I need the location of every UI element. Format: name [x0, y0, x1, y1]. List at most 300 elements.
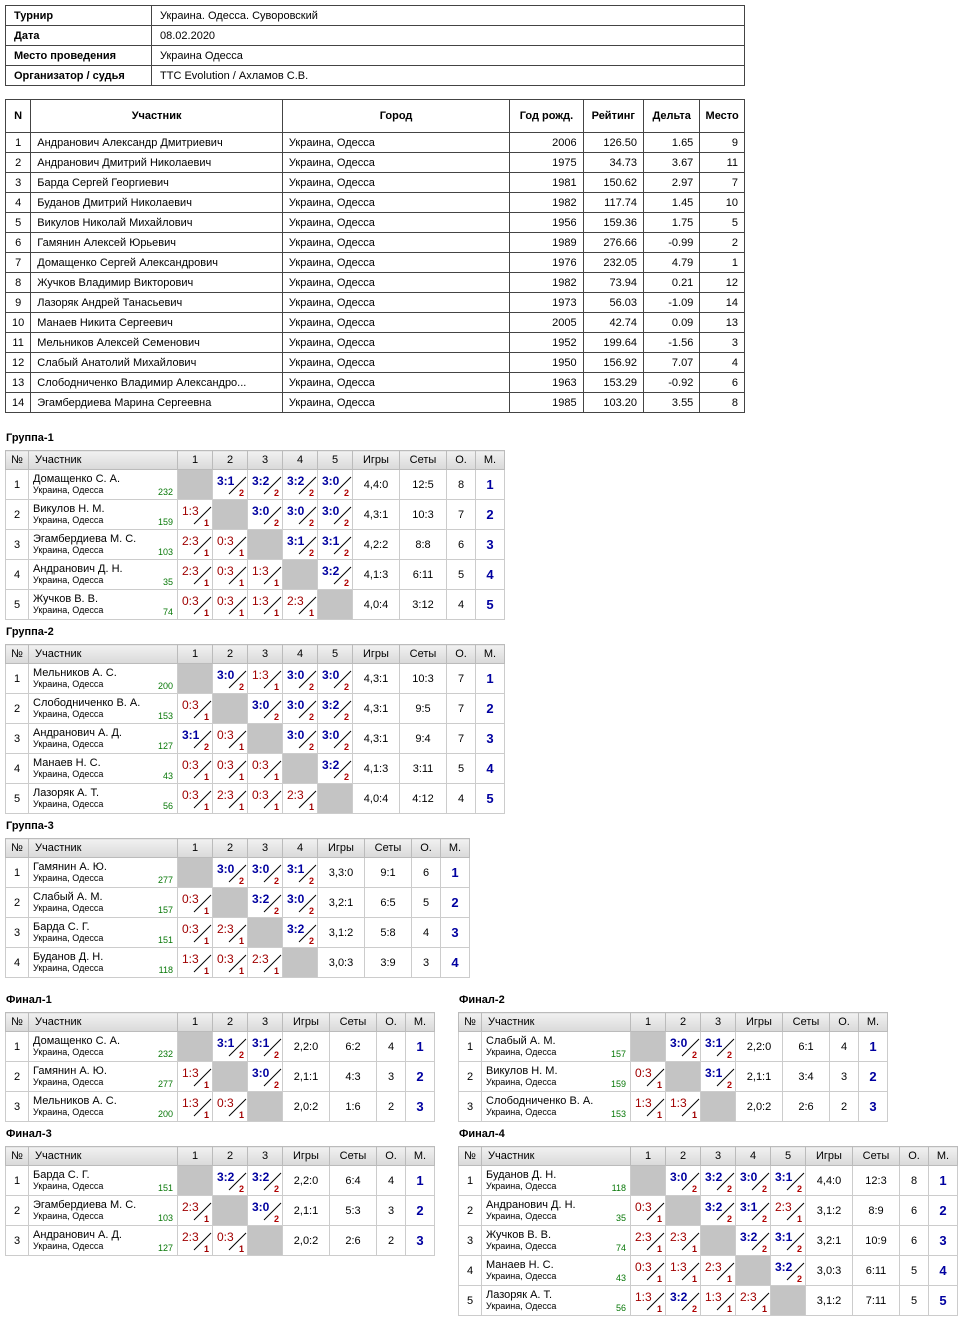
- match-score: 3:0: [322, 728, 340, 742]
- table-cell: 7: [700, 173, 745, 193]
- column-header: Рейтинг: [583, 100, 643, 133]
- table-row: [6, 153, 745, 173]
- slash-mark: [332, 759, 352, 779]
- match-result: [248, 694, 283, 724]
- self-cell: [283, 948, 318, 978]
- table-cell: Гамянин Алексей Юрьевич: [31, 233, 283, 253]
- match-points: 2: [343, 518, 349, 528]
- table-cell: 126.50: [583, 133, 643, 153]
- column-header-opponent: 2: [213, 839, 248, 858]
- match-result: [318, 694, 353, 724]
- sets-cell: 12:3: [853, 1166, 900, 1196]
- slash-mark: [227, 863, 247, 883]
- group-row: [6, 1226, 435, 1256]
- match-points: 1: [203, 548, 209, 558]
- group-row: [6, 1092, 435, 1122]
- match-points: 1: [203, 802, 209, 812]
- points-cell: 8: [447, 470, 476, 500]
- match-score: 3:1: [705, 1036, 723, 1050]
- table-cell: Украина, Одесса: [282, 193, 509, 213]
- match-result: [666, 1286, 701, 1316]
- self-cell: [771, 1286, 806, 1316]
- match-score-box: [213, 1032, 247, 1061]
- match-points: 2: [308, 548, 314, 558]
- match-result: [666, 1092, 701, 1122]
- group-row: [6, 470, 505, 500]
- match-score: 3:2: [252, 1170, 270, 1184]
- match-result: [318, 530, 353, 560]
- table-cell: Буданов Дмитрий Николаевич: [31, 193, 283, 213]
- match-score-box: [248, 664, 282, 693]
- place-cell: 1: [441, 858, 470, 888]
- points-cell: 4: [377, 1166, 406, 1196]
- player-cell: [29, 948, 178, 978]
- column-header-opponent: 4: [283, 645, 318, 664]
- row-number: 2: [459, 1196, 482, 1226]
- player-rating: 43: [162, 771, 173, 781]
- games-cell: 3,2:1: [806, 1226, 853, 1256]
- match-score: 3:2: [287, 922, 305, 936]
- match-score: 3:0: [252, 1200, 270, 1214]
- match-points: 1: [691, 1274, 697, 1284]
- match-score: 1:3: [182, 1096, 199, 1110]
- column-header-no: №: [6, 645, 29, 664]
- table-cell: 2.97: [643, 173, 699, 193]
- points-cell: 5: [447, 754, 476, 784]
- match-points: 1: [656, 1214, 662, 1224]
- player-cell: [482, 1092, 631, 1122]
- match-score-box: [178, 560, 212, 589]
- match-result: [248, 784, 283, 814]
- table-cell: -0.99: [643, 233, 699, 253]
- match-result: [213, 530, 248, 560]
- match-points: 1: [273, 802, 279, 812]
- table-cell: Домащенко Сергей Александрович: [31, 253, 283, 273]
- player-cell: [29, 500, 178, 530]
- match-points: 1: [656, 1244, 662, 1254]
- table-cell: -1.09: [643, 293, 699, 313]
- column-header-opponent: 2: [213, 1147, 248, 1166]
- match-score: 3:1: [322, 534, 340, 548]
- place-cell: 1: [476, 664, 505, 694]
- column-header-opponent: 2: [666, 1147, 701, 1166]
- column-header: Год рожд.: [510, 100, 583, 133]
- player-rating: 232: [157, 487, 173, 497]
- games-cell: 2,1:1: [283, 1062, 330, 1092]
- table-cell: 2: [6, 153, 31, 173]
- table-cell: Украина, Одесса: [282, 273, 509, 293]
- slash-mark: [262, 1201, 282, 1221]
- column-header-opponent: 4: [283, 839, 318, 858]
- player-city: Украина, Одесса: [33, 769, 104, 779]
- row-number: 2: [6, 888, 29, 918]
- sets-cell: 8:9: [853, 1196, 900, 1226]
- table-cell: 1: [700, 253, 745, 273]
- match-score-box: [701, 1062, 735, 1091]
- column-header-opponent: 3: [248, 1013, 283, 1032]
- slash-mark: [715, 1261, 735, 1281]
- match-score: 3:2: [775, 1260, 793, 1274]
- table-cell: Украина, Одесса: [282, 213, 509, 233]
- match-score-box: [248, 1166, 282, 1195]
- player-name: Слабый А. М.: [33, 891, 103, 903]
- row-number: 2: [6, 500, 29, 530]
- participants-table: [5, 99, 745, 413]
- games-cell: 4,3:1: [353, 724, 400, 754]
- column-header-games: Игры: [353, 451, 400, 470]
- match-points: 1: [238, 742, 244, 752]
- player-city: Украина, Одесса: [486, 1211, 557, 1221]
- match-result: [631, 1092, 666, 1122]
- points-cell: 4: [830, 1032, 859, 1062]
- table-cell: 1963: [510, 373, 583, 393]
- player-cell: [29, 590, 178, 620]
- table-cell: 11: [6, 333, 31, 353]
- match-result: [631, 1062, 666, 1092]
- sets-cell: 6:11: [853, 1256, 900, 1286]
- row-number: 2: [459, 1062, 482, 1092]
- slash-mark: [332, 565, 352, 585]
- match-result: [248, 1166, 283, 1196]
- match-score: 2:3: [252, 952, 269, 966]
- player-name: Андранович А. Д.: [33, 727, 122, 739]
- player-rating: 35: [162, 577, 173, 587]
- match-points: 2: [238, 682, 244, 692]
- match-result: [318, 754, 353, 784]
- player-name: Барда С. Г.: [33, 921, 90, 933]
- match-score: 0:3: [182, 892, 199, 906]
- match-score-box: [248, 784, 282, 813]
- match-result: [736, 1226, 771, 1256]
- match-score-box: [283, 590, 317, 619]
- column-header-sets: Сеты: [330, 1013, 377, 1032]
- match-score: 0:3: [182, 594, 199, 608]
- column-header-sets: Сеты: [853, 1147, 900, 1166]
- table-row: [6, 173, 745, 193]
- self-cell: [283, 754, 318, 784]
- column-header-place: М.: [406, 1013, 435, 1032]
- player-city: Украина, Одесса: [486, 1047, 557, 1057]
- match-score-box: [771, 1256, 805, 1285]
- table-cell: 9: [6, 293, 31, 313]
- place-cell: 1: [859, 1032, 888, 1062]
- sets-cell: 8:8: [400, 530, 447, 560]
- match-score-box: [701, 1032, 735, 1061]
- match-score-box: [213, 724, 247, 753]
- points-cell: 7: [447, 694, 476, 724]
- points-cell: 6: [447, 530, 476, 560]
- column-header-opponent: 3: [701, 1013, 736, 1032]
- column-header: N: [6, 100, 31, 133]
- slash-mark: [715, 1201, 735, 1221]
- table-cell: 11: [700, 153, 745, 173]
- player-rating: 153: [157, 711, 173, 721]
- table-cell: 1976: [510, 253, 583, 273]
- match-score: 3:1: [217, 474, 235, 488]
- match-points: 2: [308, 936, 314, 946]
- match-points: 2: [238, 1050, 244, 1060]
- match-score-box: [213, 784, 247, 813]
- tournament-info-table: [5, 5, 745, 86]
- match-score: 0:3: [217, 1230, 234, 1244]
- match-score: 0:3: [217, 594, 234, 608]
- self-cell: [178, 1166, 213, 1196]
- info-label: Организатор / судья: [6, 66, 152, 86]
- match-score-box: [631, 1092, 665, 1121]
- table-cell: 1950: [510, 353, 583, 373]
- match-score: 1:3: [670, 1096, 687, 1110]
- table-cell: 2005: [510, 313, 583, 333]
- table-cell: 1989: [510, 233, 583, 253]
- match-points: 1: [203, 1080, 209, 1090]
- points-cell: 3: [412, 948, 441, 978]
- table-cell: Украина, Одесса: [282, 253, 509, 273]
- match-result: [701, 1286, 736, 1316]
- match-points: 2: [343, 578, 349, 588]
- match-score: 2:3: [182, 1200, 199, 1214]
- place-cell: 3: [476, 724, 505, 754]
- table-cell: 4: [700, 353, 745, 373]
- row-number: 4: [6, 948, 29, 978]
- player-cell: [29, 1226, 178, 1256]
- group-row: [6, 1196, 435, 1226]
- self-cell: [283, 560, 318, 590]
- group-row: [6, 948, 470, 978]
- slash-mark: [297, 729, 317, 749]
- match-score-box: [318, 470, 352, 499]
- table-cell: -1.56: [643, 333, 699, 353]
- match-score-box: [771, 1166, 805, 1195]
- match-score-box: [248, 754, 282, 783]
- player-rating: 35: [615, 1213, 626, 1223]
- player-cell: [482, 1166, 631, 1196]
- match-points: 2: [273, 518, 279, 528]
- match-score-box: [213, 664, 247, 693]
- table-cell: 153.29: [583, 373, 643, 393]
- match-score-box: [736, 1166, 770, 1195]
- slash-mark: [262, 1067, 282, 1087]
- slash-mark: [297, 789, 317, 809]
- match-result: [771, 1196, 806, 1226]
- match-score-box: [213, 560, 247, 589]
- games-cell: 4,3:1: [353, 664, 400, 694]
- slash-mark: [332, 475, 352, 495]
- slash-mark: [192, 1201, 212, 1221]
- sets-cell: 9:1: [365, 858, 412, 888]
- slash-mark: [227, 1231, 247, 1251]
- player-city: Украина, Одесса: [33, 575, 104, 585]
- match-score-box: [248, 1196, 282, 1225]
- match-points: 2: [761, 1214, 767, 1224]
- match-score: 2:3: [670, 1230, 687, 1244]
- slash-mark: [192, 505, 212, 525]
- player-rating: 277: [157, 1079, 173, 1089]
- match-points: 2: [796, 1244, 802, 1254]
- column-header: Участник: [31, 100, 283, 133]
- player-name: Домащенко С. А.: [33, 473, 121, 485]
- player-city: Украина, Одесса: [33, 1211, 104, 1221]
- match-result: [178, 560, 213, 590]
- slash-mark: [332, 729, 352, 749]
- table-cell: 42.74: [583, 313, 643, 333]
- player-cell: [29, 664, 178, 694]
- slash-mark: [750, 1201, 770, 1221]
- table-cell: 199.64: [583, 333, 643, 353]
- slash-mark: [227, 535, 247, 555]
- group-table: [5, 644, 505, 814]
- column-header-sets: Сеты: [400, 645, 447, 664]
- info-value: Украина. Одесса. Суворовский: [152, 6, 745, 26]
- self-cell: [631, 1032, 666, 1062]
- self-cell: [248, 724, 283, 754]
- place-cell: 1: [406, 1032, 435, 1062]
- match-score: 3:0: [287, 504, 305, 518]
- points-cell: 5: [900, 1286, 929, 1316]
- table-cell: 13: [700, 313, 745, 333]
- column-header-points: О.: [900, 1147, 929, 1166]
- games-cell: 4,0:4: [353, 590, 400, 620]
- column-header-opponent: 2: [213, 1013, 248, 1032]
- games-cell: 2,1:1: [283, 1196, 330, 1226]
- match-result: [213, 1092, 248, 1122]
- table-cell: 1.65: [643, 133, 699, 153]
- match-points: 2: [273, 488, 279, 498]
- match-score: 2:3: [287, 788, 304, 802]
- games-cell: 3,1:2: [806, 1286, 853, 1316]
- group-row: [6, 664, 505, 694]
- column-header-opponent: 3: [701, 1147, 736, 1166]
- sets-cell: 6:11: [400, 560, 447, 590]
- match-result: [178, 1092, 213, 1122]
- match-result: [701, 1032, 736, 1062]
- table-row: [6, 213, 745, 233]
- points-cell: 6: [412, 858, 441, 888]
- column-header-opponent: 2: [666, 1013, 701, 1032]
- slash-mark: [297, 475, 317, 495]
- match-result: [283, 694, 318, 724]
- row-number: 5: [6, 590, 29, 620]
- match-score: 3:0: [670, 1036, 688, 1050]
- match-score-box: [283, 888, 317, 917]
- table-cell: 6: [700, 373, 745, 393]
- games-cell: 3,1:2: [806, 1196, 853, 1226]
- match-score: 1:3: [252, 594, 269, 608]
- points-cell: 3: [830, 1062, 859, 1092]
- match-score-box: [248, 1032, 282, 1061]
- match-points: 1: [308, 802, 314, 812]
- slash-mark: [750, 1171, 770, 1191]
- slash-mark: [192, 729, 212, 749]
- match-result: [318, 664, 353, 694]
- match-score: 3:0: [252, 1066, 270, 1080]
- match-result: [178, 754, 213, 784]
- match-result: [213, 664, 248, 694]
- match-score: 3:2: [322, 564, 340, 578]
- match-result: [178, 1196, 213, 1226]
- match-score-box: [283, 858, 317, 887]
- match-score: 2:3: [775, 1200, 792, 1214]
- group-title: Финал-4: [459, 1128, 505, 1140]
- match-points: 1: [238, 936, 244, 946]
- match-points: 1: [273, 608, 279, 618]
- match-points: 1: [203, 608, 209, 618]
- column-header-opponent: 4: [736, 1147, 771, 1166]
- slash-mark: [192, 595, 212, 615]
- match-points: 1: [203, 966, 209, 976]
- slash-mark: [262, 789, 282, 809]
- match-score-box: [283, 724, 317, 753]
- match-points: 1: [726, 1274, 732, 1284]
- place-cell: 3: [859, 1092, 888, 1122]
- slash-mark: [785, 1231, 805, 1251]
- match-score-box: [178, 784, 212, 813]
- column-header: Город: [282, 100, 509, 133]
- column-header-opponent: 3: [248, 451, 283, 470]
- row-number: 3: [459, 1092, 482, 1122]
- player-name: Лазоряк А. Т.: [33, 787, 100, 799]
- match-result: [213, 1032, 248, 1062]
- row-number: 2: [6, 694, 29, 724]
- player-cell: [29, 1196, 178, 1226]
- self-cell: [736, 1256, 771, 1286]
- table-row: [6, 233, 745, 253]
- match-score-box: [283, 694, 317, 723]
- player-cell: [29, 1062, 178, 1092]
- table-cell: 56.03: [583, 293, 643, 313]
- match-score: 3:0: [322, 474, 340, 488]
- match-result: [666, 1256, 701, 1286]
- match-points: 2: [308, 906, 314, 916]
- slash-mark: [297, 505, 317, 525]
- slash-mark: [332, 535, 352, 555]
- games-cell: 4,4:0: [806, 1166, 853, 1196]
- table-row: [6, 133, 745, 153]
- group-title: Финал-3: [6, 1128, 52, 1140]
- table-row: [6, 313, 745, 333]
- slash-mark: [192, 1097, 212, 1117]
- table-row: [6, 373, 745, 393]
- match-score-box: [213, 754, 247, 783]
- slash-mark: [192, 565, 212, 585]
- match-score-box: [213, 590, 247, 619]
- group-table: [5, 450, 505, 620]
- player-rating: 127: [157, 1243, 173, 1253]
- table-cell: Украина, Одесса: [282, 333, 509, 353]
- slash-mark: [680, 1037, 700, 1057]
- match-points: 1: [273, 772, 279, 782]
- row-number: 1: [6, 1032, 29, 1062]
- match-result: [178, 1226, 213, 1256]
- match-result: [248, 470, 283, 500]
- slash-mark: [750, 1231, 770, 1251]
- player-city: Украина, Одесса: [33, 963, 104, 973]
- table-cell: 5: [700, 213, 745, 233]
- self-cell: [631, 1166, 666, 1196]
- player-name: Слободниченко В. А.: [33, 697, 141, 709]
- match-points: 2: [691, 1184, 697, 1194]
- table-cell: Украина, Одесса: [282, 233, 509, 253]
- match-score-box: [701, 1256, 735, 1285]
- table-cell: Украина, Одесса: [282, 293, 509, 313]
- match-result: [178, 530, 213, 560]
- match-score: 3:2: [322, 758, 340, 772]
- player-name: Мельников А. С.: [33, 1095, 117, 1107]
- column-header-sets: Сеты: [365, 839, 412, 858]
- player-cell: [29, 694, 178, 724]
- match-result: [213, 560, 248, 590]
- games-cell: 4,1:3: [353, 754, 400, 784]
- table-cell: 1981: [510, 173, 583, 193]
